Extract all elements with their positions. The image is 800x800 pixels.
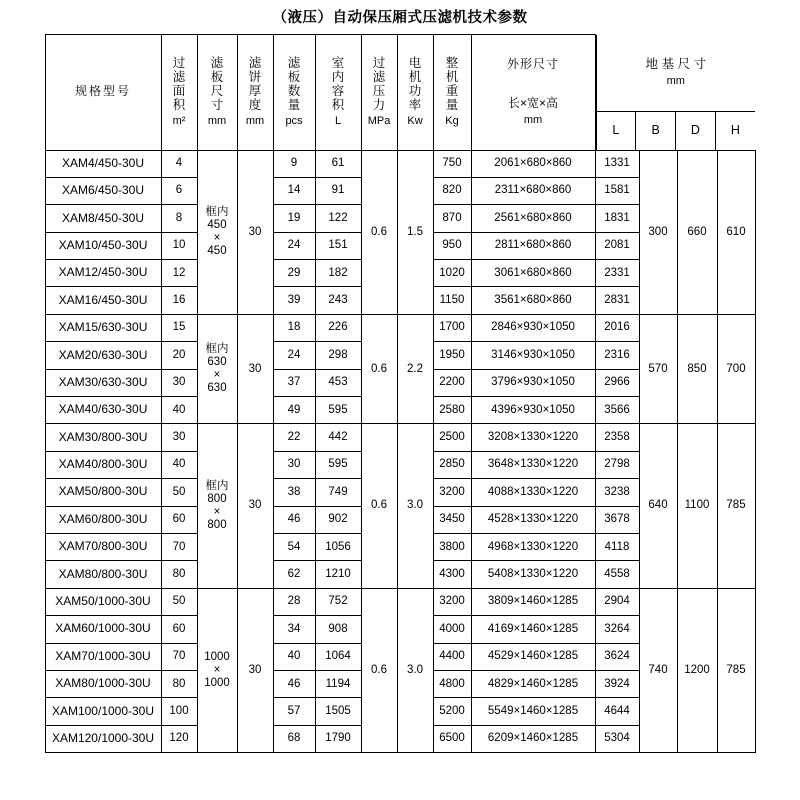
cell-overall-size: 4528×1330×1220 <box>471 506 595 533</box>
cell-plate-size-line: × <box>213 369 221 382</box>
cell-filter-area: 12 <box>161 260 197 287</box>
cell-plate-count: 57 <box>273 698 315 725</box>
header-col-D: D <box>676 111 716 150</box>
cell-foundation-L: 3566 <box>595 397 639 424</box>
cell-foundation-L: 2358 <box>595 424 639 451</box>
cell-plate-count: 54 <box>273 533 315 560</box>
cell-cake-thickness: 30 <box>237 314 273 424</box>
header-col-L: L <box>596 111 636 150</box>
cell-plate-size-line: 框内 <box>205 205 229 218</box>
cell-filter-area: 6 <box>161 177 197 204</box>
header-cake-thickness <box>237 35 273 151</box>
cell-foundation-L: 1581 <box>595 177 639 204</box>
cell-overall-size: 2061×680×860 <box>471 150 595 177</box>
cell-plate-count: 24 <box>273 342 315 369</box>
cell-foundation-L: 4118 <box>595 533 639 560</box>
cell-overall-size: 3208×1330×1220 <box>471 424 595 451</box>
header-model-label: 规格型号 <box>74 84 131 99</box>
cell-overall-size: 4396×930×1050 <box>471 397 595 424</box>
cell-chamber-volume: 91 <box>315 177 361 204</box>
cell-plate-count: 28 <box>273 588 315 615</box>
cell-foundation-L: 3924 <box>595 670 639 697</box>
cell-plate-count: 46 <box>273 670 315 697</box>
cell-filter-area: 15 <box>161 314 197 341</box>
header-plate-size-unit: mm <box>207 115 227 128</box>
cell-plate-count: 18 <box>273 314 315 341</box>
header-overall-size <box>471 35 595 151</box>
table-row <box>45 588 755 615</box>
spec-table <box>45 34 756 753</box>
cell-machine-weight: 2200 <box>433 369 471 396</box>
header-chamber-volume-unit: L <box>334 115 342 128</box>
cell-chamber-volume: 749 <box>315 479 361 506</box>
cell-plate-count: 30 <box>273 451 315 478</box>
cell-overall-size: 2846×930×1050 <box>471 314 595 341</box>
header-motor-power <box>397 35 433 151</box>
cell-plate-size <box>197 314 237 424</box>
cell-machine-weight: 2500 <box>433 424 471 451</box>
cell-foundation-L: 3678 <box>595 506 639 533</box>
cell-machine-weight: 4400 <box>433 643 471 670</box>
header-model <box>45 35 161 151</box>
cell-foundation-B: 640 <box>639 424 677 588</box>
cell-foundation-B: 300 <box>639 150 677 314</box>
cell-filter-area: 16 <box>161 287 197 314</box>
cell-model: XAM20/630-30U <box>45 342 161 369</box>
header-filter-pressure <box>361 35 397 151</box>
cell-overall-size: 3061×680×860 <box>471 260 595 287</box>
cell-overall-size: 4169×1460×1285 <box>471 616 595 643</box>
cell-plate-size-line: × <box>213 663 221 676</box>
cell-machine-weight: 3200 <box>433 588 471 615</box>
header-foundation-unit: mm <box>666 74 685 87</box>
cell-chamber-volume: 908 <box>315 616 361 643</box>
cell-filter-area: 30 <box>161 424 197 451</box>
cell-motor-power: 3.0 <box>397 424 433 588</box>
header-plate-count-label: 滤板数量 <box>287 56 301 113</box>
header-plate-count <box>273 35 315 151</box>
cell-foundation-D: 1200 <box>677 588 717 752</box>
cell-machine-weight: 3450 <box>433 506 471 533</box>
table-row <box>45 150 755 177</box>
cell-overall-size: 4088×1330×1220 <box>471 479 595 506</box>
cell-machine-weight: 950 <box>433 232 471 259</box>
cell-motor-power: 2.2 <box>397 314 433 424</box>
cell-filter-area: 50 <box>161 588 197 615</box>
header-machine-weight-unit: Kg <box>445 115 459 128</box>
cell-plate-size-line: 1000 <box>204 650 230 663</box>
cell-chamber-volume: 453 <box>315 369 361 396</box>
cell-plate-count: 34 <box>273 616 315 643</box>
cell-foundation-D: 1100 <box>677 424 717 588</box>
cell-machine-weight: 3200 <box>433 479 471 506</box>
page-title: （液压）自动保压厢式压滤机技术参数 <box>272 10 528 26</box>
cell-chamber-volume: 442 <box>315 424 361 451</box>
cell-model: XAM80/1000-30U <box>45 670 161 697</box>
cell-overall-size: 6209×1460×1285 <box>471 725 595 752</box>
cell-plate-count: 68 <box>273 725 315 752</box>
cell-plate-size <box>197 424 237 588</box>
cell-machine-weight: 4800 <box>433 670 471 697</box>
cell-chamber-volume: 182 <box>315 260 361 287</box>
cell-model: XAM40/800-30U <box>45 451 161 478</box>
cell-overall-size: 4968×1330×1220 <box>471 533 595 560</box>
cell-machine-weight: 870 <box>433 205 471 232</box>
cell-chamber-volume: 595 <box>315 397 361 424</box>
cell-filter-area: 50 <box>161 479 197 506</box>
cell-model: XAM80/800-30U <box>45 561 161 588</box>
cell-filter-area: 60 <box>161 616 197 643</box>
cell-plate-size-line: 框内 <box>205 342 229 355</box>
cell-foundation-H: 785 <box>717 588 755 752</box>
header-motor-power-unit: Kw <box>407 115 423 128</box>
cell-foundation-B: 570 <box>639 314 677 424</box>
header-foundation-size <box>595 35 755 151</box>
cell-machine-weight: 2580 <box>433 397 471 424</box>
cell-plate-size-line: 800 <box>207 492 227 505</box>
cell-plate-count: 39 <box>273 287 315 314</box>
cell-chamber-volume: 1064 <box>315 643 361 670</box>
header-filter-area <box>161 35 197 151</box>
cell-foundation-L: 2331 <box>595 260 639 287</box>
header-motor-power-label: 电机功率 <box>408 56 422 113</box>
cell-filter-pressure: 0.6 <box>361 314 397 424</box>
cell-machine-weight: 3800 <box>433 533 471 560</box>
cell-filter-area: 120 <box>161 725 197 752</box>
cell-filter-area: 10 <box>161 232 197 259</box>
cell-foundation-L: 2081 <box>595 232 639 259</box>
cell-chamber-volume: 1056 <box>315 533 361 560</box>
cell-foundation-H: 700 <box>717 314 755 424</box>
cell-foundation-L: 4558 <box>595 561 639 588</box>
table-header-row <box>45 35 755 151</box>
cell-motor-power: 3.0 <box>397 588 433 752</box>
cell-plate-size <box>197 588 237 752</box>
cell-machine-weight: 820 <box>433 177 471 204</box>
cell-cake-thickness: 30 <box>237 424 273 588</box>
cell-overall-size: 3648×1330×1220 <box>471 451 595 478</box>
cell-filter-area: 80 <box>161 670 197 697</box>
cell-machine-weight: 1150 <box>433 287 471 314</box>
cell-foundation-D: 850 <box>677 314 717 424</box>
cell-plate-size-line: 450 <box>207 245 227 258</box>
header-chamber-volume-label: 室内容积 <box>331 56 345 113</box>
cell-model: XAM120/1000-30U <box>45 725 161 752</box>
cell-filter-area: 8 <box>161 205 197 232</box>
cell-overall-size: 5549×1460×1285 <box>471 698 595 725</box>
cell-overall-size: 4829×1460×1285 <box>471 670 595 697</box>
cell-motor-power: 1.5 <box>397 150 433 314</box>
cell-machine-weight: 6500 <box>433 725 471 752</box>
cell-plate-size-line: 1000 <box>204 677 230 690</box>
cell-machine-weight: 2850 <box>433 451 471 478</box>
cell-model: XAM50/800-30U <box>45 479 161 506</box>
table-row <box>45 314 755 341</box>
header-plate-size-label: 滤板尺寸 <box>210 56 224 113</box>
header-foundation-title <box>596 35 755 112</box>
cell-foundation-L: 4644 <box>595 698 639 725</box>
cell-chamber-volume: 595 <box>315 451 361 478</box>
cell-foundation-L: 2316 <box>595 342 639 369</box>
header-machine-weight-label: 整机重量 <box>445 56 459 113</box>
cell-machine-weight: 1700 <box>433 314 471 341</box>
cell-filter-area: 4 <box>161 150 197 177</box>
cell-model: XAM50/1000-30U <box>45 588 161 615</box>
header-overall-size-sub: 长×宽×高 <box>507 96 559 111</box>
cell-filter-area: 40 <box>161 397 197 424</box>
cell-chamber-volume: 61 <box>315 150 361 177</box>
cell-foundation-L: 3624 <box>595 643 639 670</box>
cell-plate-count: 9 <box>273 150 315 177</box>
cell-plate-count: 40 <box>273 643 315 670</box>
header-plate-size <box>197 35 237 151</box>
cell-overall-size: 3146×930×1050 <box>471 342 595 369</box>
cell-foundation-L: 2904 <box>595 588 639 615</box>
cell-filter-area: 70 <box>161 533 197 560</box>
cell-foundation-H: 610 <box>717 150 755 314</box>
cell-model: XAM60/800-30U <box>45 506 161 533</box>
table-row <box>45 424 755 451</box>
cell-foundation-L: 2966 <box>595 369 639 396</box>
cell-foundation-B: 740 <box>639 588 677 752</box>
cell-chamber-volume: 226 <box>315 314 361 341</box>
cell-overall-size: 2311×680×860 <box>471 177 595 204</box>
header-filter-area-unit: m² <box>172 115 186 128</box>
cell-machine-weight: 1950 <box>433 342 471 369</box>
cell-model: XAM16/450-30U <box>45 287 161 314</box>
cell-chamber-volume: 1505 <box>315 698 361 725</box>
cell-plate-count: 46 <box>273 506 315 533</box>
cell-plate-size-line: × <box>213 232 221 245</box>
header-overall-size-unit: mm <box>523 114 543 127</box>
cell-filter-area: 40 <box>161 451 197 478</box>
cell-filter-area: 20 <box>161 342 197 369</box>
cell-plate-size-line: 630 <box>207 382 227 395</box>
cell-plate-count: 14 <box>273 177 315 204</box>
cell-foundation-L: 2798 <box>595 451 639 478</box>
cell-foundation-H: 785 <box>717 424 755 588</box>
cell-model: XAM30/800-30U <box>45 424 161 451</box>
cell-chamber-volume: 243 <box>315 287 361 314</box>
cell-model: XAM12/450-30U <box>45 260 161 287</box>
header-overall-size-label: 外形尺寸 <box>506 56 559 71</box>
cell-model: XAM70/800-30U <box>45 533 161 560</box>
header-cake-thickness-label: 滤饼厚度 <box>248 56 262 113</box>
cell-model: XAM60/1000-30U <box>45 616 161 643</box>
cell-foundation-L: 5304 <box>595 725 639 752</box>
header-filter-pressure-unit: MPa <box>367 115 391 128</box>
cell-overall-size: 5408×1330×1220 <box>471 561 595 588</box>
cell-chamber-volume: 1210 <box>315 561 361 588</box>
cell-filter-pressure: 0.6 <box>361 588 397 752</box>
cell-machine-weight: 4000 <box>433 616 471 643</box>
cell-model: XAM4/450-30U <box>45 150 161 177</box>
cell-machine-weight: 5200 <box>433 698 471 725</box>
cell-foundation-L: 1831 <box>595 205 639 232</box>
cell-chamber-volume: 1194 <box>315 670 361 697</box>
cell-filter-area: 60 <box>161 506 197 533</box>
cell-chamber-volume: 902 <box>315 506 361 533</box>
header-foundation-label: 地 基 尺 寸 <box>645 57 706 72</box>
header-col-H: H <box>715 111 755 150</box>
cell-machine-weight: 1020 <box>433 260 471 287</box>
cell-overall-size: 2561×680×860 <box>471 205 595 232</box>
cell-plate-count: 24 <box>273 232 315 259</box>
cell-model: XAM70/1000-30U <box>45 643 161 670</box>
cell-chamber-volume: 122 <box>315 205 361 232</box>
cell-cake-thickness: 30 <box>237 588 273 752</box>
header-filter-area-label: 过滤面积 <box>172 56 186 113</box>
cell-foundation-L: 1331 <box>595 150 639 177</box>
cell-overall-size: 2811×680×860 <box>471 232 595 259</box>
cell-overall-size: 3809×1460×1285 <box>471 588 595 615</box>
cell-foundation-L: 3264 <box>595 616 639 643</box>
cell-plate-count: 62 <box>273 561 315 588</box>
cell-filter-area: 80 <box>161 561 197 588</box>
cell-plate-count: 49 <box>273 397 315 424</box>
cell-plate-size-line: 800 <box>207 519 227 532</box>
header-machine-weight <box>433 35 471 151</box>
cell-overall-size: 3561×680×860 <box>471 287 595 314</box>
cell-model: XAM40/630-30U <box>45 397 161 424</box>
cell-chamber-volume: 298 <box>315 342 361 369</box>
cell-cake-thickness: 30 <box>237 150 273 314</box>
cell-filter-area: 70 <box>161 643 197 670</box>
cell-foundation-D: 660 <box>677 150 717 314</box>
cell-filter-pressure: 0.6 <box>361 150 397 314</box>
cell-foundation-L: 2831 <box>595 287 639 314</box>
cell-machine-weight: 750 <box>433 150 471 177</box>
cell-plate-count: 22 <box>273 424 315 451</box>
cell-model: XAM6/450-30U <box>45 177 161 204</box>
cell-filter-area: 30 <box>161 369 197 396</box>
cell-plate-size-line: 450 <box>207 218 227 231</box>
cell-chamber-volume: 1790 <box>315 725 361 752</box>
cell-model: XAM8/450-30U <box>45 205 161 232</box>
cell-plate-count: 19 <box>273 205 315 232</box>
cell-overall-size: 4529×1460×1285 <box>471 643 595 670</box>
cell-model: XAM30/630-30U <box>45 369 161 396</box>
cell-filter-pressure: 0.6 <box>361 424 397 588</box>
cell-overall-size: 3796×930×1050 <box>471 369 595 396</box>
header-chamber-volume <box>315 35 361 151</box>
header-filter-pressure-label: 过滤压力 <box>372 56 386 113</box>
cell-model: XAM15/630-30U <box>45 314 161 341</box>
cell-machine-weight: 4300 <box>433 561 471 588</box>
header-col-B: B <box>636 111 676 150</box>
cell-plate-count: 29 <box>273 260 315 287</box>
cell-filter-area: 100 <box>161 698 197 725</box>
cell-plate-size <box>197 150 237 314</box>
cell-foundation-L: 3238 <box>595 479 639 506</box>
cell-plate-count: 38 <box>273 479 315 506</box>
cell-model: XAM10/450-30U <box>45 232 161 259</box>
cell-chamber-volume: 752 <box>315 588 361 615</box>
header-plate-count-unit: pcs <box>285 115 303 128</box>
cell-plate-size-line: 630 <box>207 355 227 368</box>
cell-plate-count: 37 <box>273 369 315 396</box>
header-cake-thickness-unit: mm <box>245 115 265 128</box>
cell-chamber-volume: 151 <box>315 232 361 259</box>
cell-plate-size-line: × <box>213 506 221 519</box>
cell-plate-size-line: 框内 <box>205 479 229 492</box>
cell-foundation-L: 2016 <box>595 314 639 341</box>
cell-model: XAM100/1000-30U <box>45 698 161 725</box>
